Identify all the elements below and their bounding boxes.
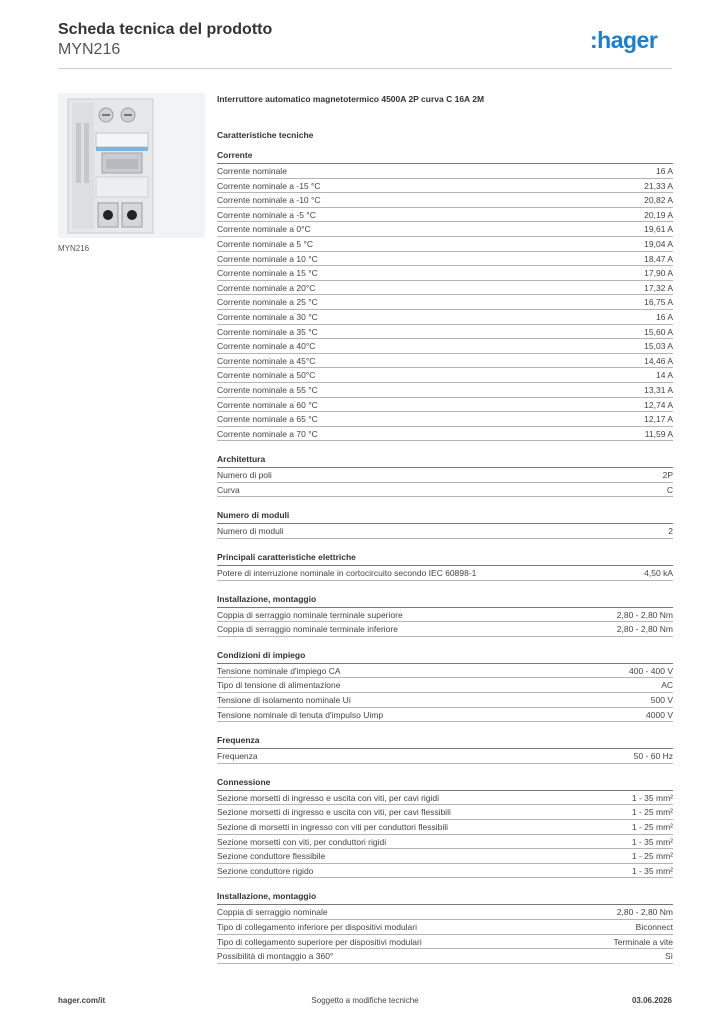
spec-value: 2P [662,470,673,481]
spec-row [217,281,673,296]
spec-row [217,664,673,679]
spec-row [217,849,673,864]
spec-label: Sezione morsetti di ingresso e uscita con viti, per cavi flessibili [217,807,451,818]
footer-notice: Soggetto a modifiche tecniche [311,996,419,1005]
section-title: Corrente [217,148,673,164]
spec-row [217,412,673,427]
spec-value: 16 A [655,166,673,176]
spec-value: Biconnect [635,921,673,932]
spec-label: Coppia di serraggio nominale [217,907,328,918]
spec-value: 19,04 A [644,238,673,249]
spec-section [217,648,673,722]
product-code: MYN216 [58,41,121,58]
section-title: Connessione [217,775,673,791]
spec-label: Curva [217,484,240,495]
spec-value: 1 - 35 mm² [631,865,673,876]
page-header [58,20,672,68]
spec-value: 13,31 A [644,384,673,395]
section-title: Frequenza [217,733,673,749]
spec-value: 14 A [655,370,673,381]
spec-row [217,524,673,539]
spec-label: Corrente nominale a 55 °C [217,384,318,395]
footer-date: 03.06.2026 [631,996,672,1005]
spec-label: Corrente nominale a 30 °C [217,311,318,322]
spec-value: 400 - 400 V [629,665,673,676]
spec-section [217,550,673,581]
spec-label: Corrente nominale a 45°C [217,355,316,366]
spec-value: 4000 V [646,709,673,720]
spec-label: Corrente nominale a 60 °C [217,399,318,410]
spec-row [217,622,673,637]
spec-label: Corrente nominale a -5 °C [217,209,316,220]
spec-value: 16,75 A [644,297,673,308]
spec-label: Numero di poli [217,470,272,481]
spec-value: AC [661,680,673,691]
spec-value: 18,47 A [644,253,673,264]
spec-row [217,920,673,935]
spec-value: Sì [664,951,673,962]
spec-sections [217,148,673,964]
spec-row [217,935,673,950]
spec-row [217,208,673,223]
spec-label: Corrente nominale a 10 °C [217,253,318,264]
spec-label: Tipo di collegamento superiore per dispositivi modulari [217,936,422,947]
spec-label: Corrente nominale a 15 °C [217,268,318,279]
spec-row [217,566,673,581]
spec-row [217,820,673,835]
spec-label: Frequenza [217,751,258,762]
spec-label: Tipo di collegamento inferiore per dispositivi modulari [217,921,418,932]
spec-row [217,266,673,281]
spec-label: Sezione di morsetti in ingresso con viti per conduttori flessibili [217,822,449,832]
spec-row [217,164,673,179]
image-caption: MYN216 [58,244,90,253]
section-title: Installazione, montaggio [217,889,673,905]
footer-website[interactable]: hager.com/it [58,996,106,1005]
spec-value: 1 - 35 mm² [631,836,673,847]
spec-row [217,608,673,623]
spec-label: Corrente nominale a 35 °C [217,326,318,337]
spec-label: Corrente nominale a 0°C [217,224,311,235]
spec-row [217,354,673,369]
spec-row [217,368,673,383]
spec-value: 500 V [650,695,673,706]
spec-row [217,708,673,723]
spec-label: Sezione morsetti con viti, per conduttori rigidi [217,836,387,847]
spec-value: 50 - 60 Hz [633,751,673,762]
spec-value: 21,33 A [644,180,673,191]
spec-value: 2,80 - 2,80 Nm [616,624,673,635]
spec-row [217,179,673,194]
spec-row [217,222,673,237]
spec-label: Corrente nominale a 70 °C [217,428,318,439]
svg-text::hager: :hager [590,27,658,53]
spec-section [217,592,673,637]
spec-value: 4,50 kA [644,568,673,579]
spec-value: 1 - 25 mm² [631,851,673,862]
spec-section [217,508,673,539]
spec-value: 20,82 A [644,195,673,206]
spec-label: Corrente nominale a 25 °C [217,297,318,308]
spec-value: 17,90 A [644,268,673,279]
spec-row [217,325,673,340]
spec-label: Tensione nominale d'impiego CA [217,665,341,676]
spec-label: Corrente nominale a -10 °C [217,195,321,206]
spec-content [217,92,673,964]
circuit-breaker-illustration [58,93,205,238]
spec-section [217,775,673,879]
spec-value: 20,19 A [644,209,673,220]
spec-label: Tipo di tensione di alimentazione [217,680,341,691]
spec-label: Sezione morsetti di ingresso e uscita con viti, per cavi rigidi [217,792,440,803]
spec-row [217,237,673,252]
spec-row [217,678,673,693]
spec-value: 17,32 A [644,282,673,293]
spec-label: Corrente nominale a 50°C [217,370,316,381]
spec-row [217,193,673,208]
page-footer [58,996,672,1008]
spec-label: Tensione di isolamento nominale Ui [217,695,351,706]
spec-row [217,791,673,806]
spec-label: Potere di interruzione nominale in cortocircuito secondo IEC 60898-1 [217,568,477,579]
header-divider [58,68,672,69]
spec-row [217,949,673,964]
spec-label: Coppia di serraggio nominale terminale inferiore [217,624,398,635]
spec-label: Numero di moduli [217,526,284,537]
spec-row [217,295,673,310]
spec-value: 14,46 A [644,355,673,366]
spec-section [217,733,673,764]
spec-row [217,310,673,325]
spec-row [217,427,673,442]
spec-row [217,252,673,267]
spec-value: 11,59 A [644,428,673,439]
section-title: Installazione, montaggio [217,592,673,608]
spec-row [217,835,673,850]
spec-label: Possibilità di montaggio a 360° [217,951,334,962]
spec-value: 19,61 A [644,224,673,235]
product-image [58,93,205,238]
spec-label: Corrente nominale a 65 °C [217,414,318,425]
spec-section [217,452,673,497]
spec-value: 2,80 - 2,80 Nm [616,907,673,918]
spec-row [217,864,673,879]
spec-value: 2,80 - 2,80 Nm [616,609,673,620]
spec-value: Terminale a vite [613,936,673,947]
spec-section [217,889,673,963]
spec-row [217,905,673,920]
spec-label: Sezione conduttore rigido [217,865,314,876]
spec-label: Corrente nominale a 40°C [217,341,316,352]
spec-value: C [666,484,673,495]
spec-label: Corrente nominale a -15 °C [217,180,321,191]
product-description: Interruttore automatico magnetotermico 4500A 2P curva C 16A 2M [217,94,485,104]
section-title: Architettura [217,452,673,468]
spec-label: Tensione nominale di tenuta d'impulso Uimp [217,709,384,720]
spec-row [217,693,673,708]
spec-row [217,383,673,398]
spec-label: Corrente nominale a 5 °C [217,238,314,249]
spec-value: 1 - 25 mm² [631,807,673,818]
spec-row [217,398,673,413]
spec-value: 15,60 A [644,326,673,337]
section-title: Numero di moduli [217,508,673,524]
section-title: Principali caratteristiche elettriche [217,550,673,566]
spec-value: 12,74 A [644,399,673,410]
spec-row [217,805,673,820]
spec-row [217,339,673,354]
section-title: Condizioni di impiego [217,648,673,664]
technical-features-heading: Caratteristiche tecniche [217,130,314,140]
spec-value: 2 [668,526,673,537]
spec-row [217,468,673,483]
spec-label: Corrente nominale a 20°C [217,282,316,293]
hager-logo [590,26,672,56]
spec-value: 15,03 A [644,341,673,352]
spec-section [217,148,673,441]
spec-label: Sezione conduttore flessibile [217,851,326,862]
spec-row [217,483,673,498]
spec-value: 12,17 A [644,414,673,425]
spec-value: 16 A [655,311,673,322]
spec-row [217,749,673,764]
spec-value: 1 - 35 mm² [631,792,673,803]
spec-label: Coppia di serraggio nominale terminale superiore [217,609,403,620]
spec-value: 1 - 25 mm² [631,822,673,832]
page-title: Scheda tecnica del prodotto [58,21,273,38]
spec-label: Corrente nominale [217,166,287,176]
